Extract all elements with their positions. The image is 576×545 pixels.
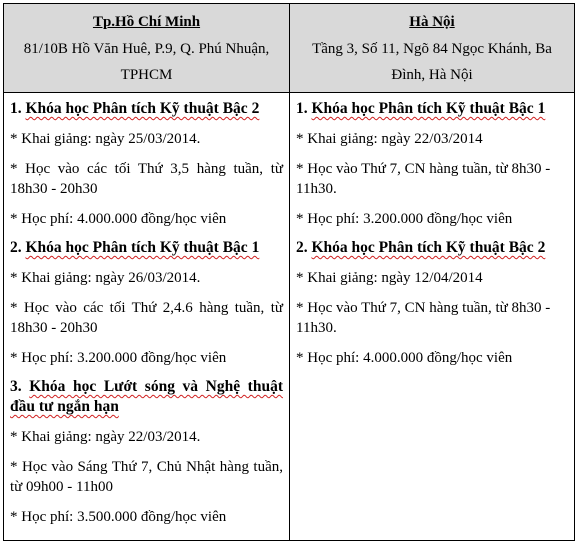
course-schedule: * Học vào Thứ 7, CN hàng tuần, từ 8h30 - 11h30. — [296, 161, 551, 197]
course-number: 2. — [10, 239, 22, 256]
hcm-header-cell — [4, 4, 290, 93]
hcm-city-title: Tp.Hồ Chí Minh — [92, 14, 201, 30]
course-start-date: * Khai giảng: ngày 22/03/2014. — [10, 429, 201, 445]
course-fee: * Học phí: 3.200.000 đồng/học viên — [10, 350, 227, 366]
course-schedule: * Học vào các tối Thứ 3,5 hàng tuần, từ 18h30 - 20h30 — [10, 161, 283, 197]
course-title — [296, 99, 568, 119]
course-name: Khóa học Phân tích Kỹ thuật Bậc 1 — [311, 100, 546, 117]
course-name: Khóa học Lướt sóng và Nghệ thuật đầu tư ngắn hạn — [10, 378, 283, 415]
hn-city-title: Hà Nội — [409, 14, 455, 30]
course-number: 1. — [10, 100, 22, 117]
hn-courses-cell — [290, 93, 575, 541]
course-fee: * Học phí: 4.000.000 đồng/học viên — [10, 211, 227, 227]
course-schedule-table — [3, 3, 575, 541]
course-start-date: * Khai giảng: ngày 26/03/2014. — [10, 270, 201, 286]
hcm-courses-cell — [4, 93, 290, 541]
course-start-date: * Khai giảng: ngày 25/03/2014. — [10, 131, 201, 147]
course-title — [10, 377, 283, 417]
course-title — [296, 238, 568, 258]
course-number: 1. — [296, 100, 308, 117]
hcm-address: 81/10B Hồ Văn Huê, P.9, Q. Phú Nhuận, TPHCM — [23, 41, 270, 83]
course-number: 3. — [10, 378, 22, 395]
course-fee: * Học phí: 3.500.000 đồng/học viên — [10, 509, 227, 525]
hn-address: Tầng 3, Số 11, Ngõ 84 Ngọc Khánh, Ba Đình, Hà Nội — [312, 41, 552, 83]
course-schedule: * Học vào các tối Thứ 2,4.6 hàng tuần, từ 18h30 - 20h30 — [10, 300, 283, 336]
course-fee: * Học phí: 3.200.000 đồng/học viên — [296, 211, 513, 227]
course-name: Khóa học Phân tích Kỹ thuật Bậc 2 — [25, 100, 260, 117]
course-schedule: * Học vào Thứ 7, CN hàng tuần, từ 8h30 - 11h30. — [296, 300, 551, 336]
course-start-date: * Khai giảng: ngày 12/04/2014 — [296, 270, 483, 286]
course-start-date: * Khai giảng: ngày 22/03/2014 — [296, 131, 483, 147]
course-name: Khóa học Phân tích Kỹ thuật Bậc 2 — [311, 239, 546, 256]
course-title — [10, 238, 283, 258]
course-schedule: * Học vào Sáng Thứ 7, Chủ Nhật hàng tuần, từ 09h00 - 11h00 — [10, 459, 283, 495]
hn-header-cell — [290, 4, 575, 93]
body-row — [4, 93, 575, 541]
course-name: Khóa học Phân tích Kỹ thuật Bậc 1 — [25, 239, 260, 256]
course-fee: * Học phí: 4.000.000 đồng/học viên — [296, 350, 513, 366]
header-row — [4, 4, 575, 93]
course-number: 2. — [296, 239, 308, 256]
course-title — [10, 99, 283, 119]
